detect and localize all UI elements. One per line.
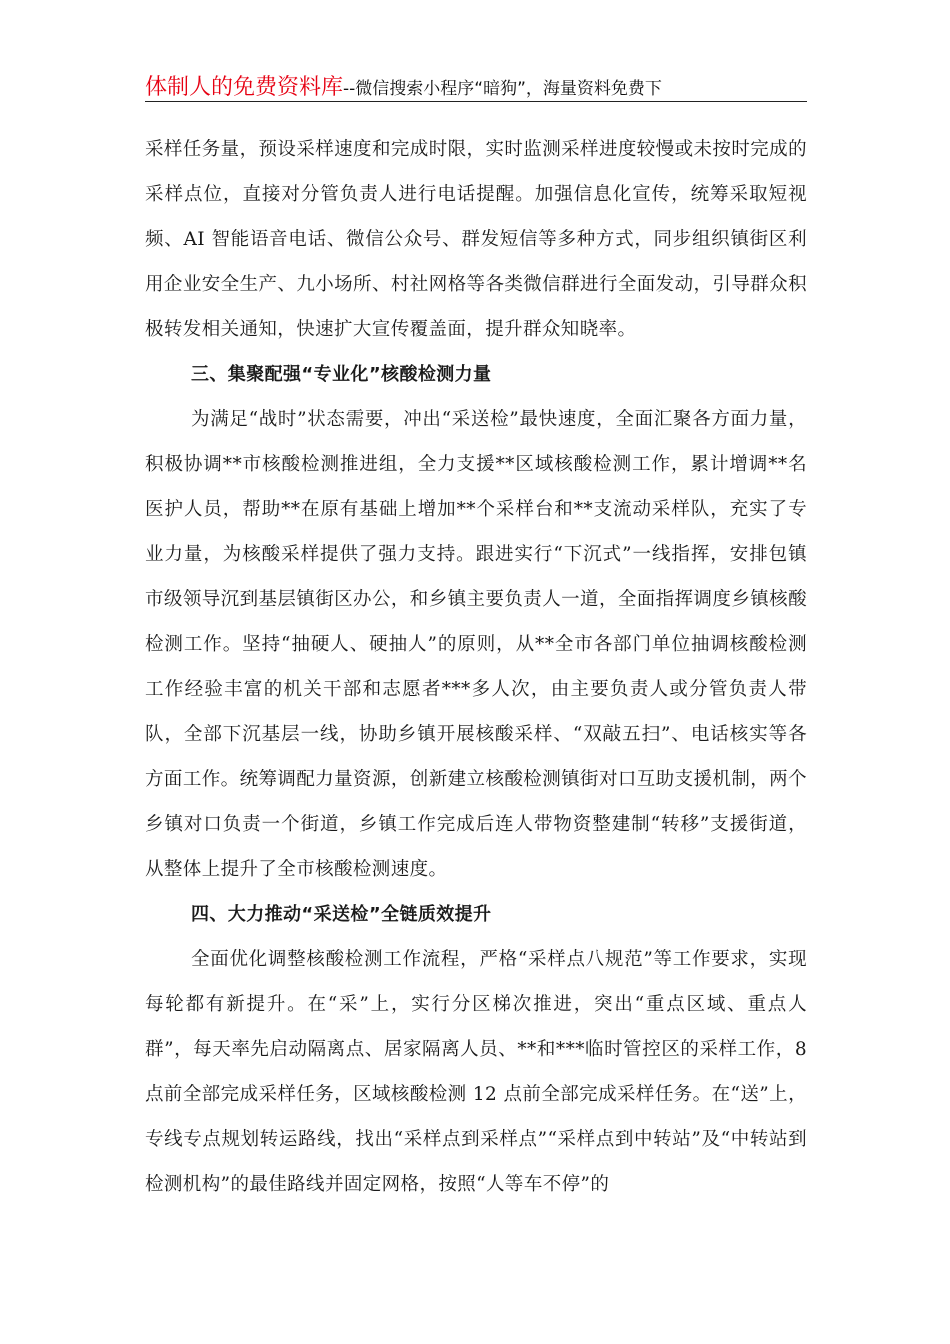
section-3-heading: 三、集聚配强“专业化”核酸检测力量: [191, 364, 492, 385]
document-body: [145, 127, 807, 1207]
section-4-heading: 四、大力推动“采送检”全链质效提升: [191, 904, 492, 925]
document-header: [145, 70, 807, 101]
header-slogan: --微信搜索小程序“暗狗”，海量资料免费下: [343, 79, 662, 99]
section-4-paragraph: 全面优化调整核酸检测工作流程，严格“采样点八规范”等工作要求，实现每轮都有新提升。在“采”上，实行分区梯次推进，突出“重点区域、重点人群”，每天率先启动隔离点、居家隔离人员、**和***临时管控区的采样工作，8 点前全部完成采样任务，区域核酸检测 12 点前全部完成采样任务。在“送”上，专线专点规划转运路线，找出“采样点到采样点”“采样点到中转站”及“中转站到检测机构”的最佳路线并固定网格，按照“人等车不停”的: [145, 949, 807, 1195]
header-divider: [145, 101, 807, 102]
paragraph-continued: 采样任务量，预设采样速度和完成时限，实时监测采样进度较慢或未按时完成的采样点位，直接对分管负责人进行电话提醒。加强信息化宣传，统筹采取短视频、AI 智能语音电话、微信公众号、群发短信等多种方式，同步组织镇街区利用企业安全生产、九小场所、村社网格等各类微信群进行全面发动，引导群众积极转发相关通知，快速扩大宣传覆盖面，提升群众知晓率。: [145, 139, 807, 340]
header-brand: 体制人的免费资料库: [145, 75, 344, 100]
section-3-paragraph: 为满足“战时”状态需要，冲出“采送检”最快速度，全面汇聚各方面力量，积极协调**市核酸检测推进组，全力支援**区域核酸检测工作，累计增调**名医护人员，帮助**在原有基础上增加**个采样台和**支流动采样队，充实了专业力量，为核酸采样提供了强力支持。跟进实行“下沉式”一线指挥，安排包镇市级领导沉到基层镇街区办公，和乡镇主要负责人一道，全面指挥调度乡镇核酸检测工作。坚持“抽硬人、硬抽人”的原则，从**全市各部门单位抽调核酸检测工作经验丰富的机关干部和志愿者***多人次，由主要负责人或分管负责人带队，全部下沉基层一线，协助乡镇开展核酸采样、“双敲五扫”、电话核实等各方面工作。统筹调配力量资源，创新建立核酸检测镇街对口互助支援机制，两个乡镇对口负责一个街道，乡镇工作完成后连人带物资整建制“转移”支援街道，从整体上提升了全市核酸检测速度。: [145, 409, 807, 880]
